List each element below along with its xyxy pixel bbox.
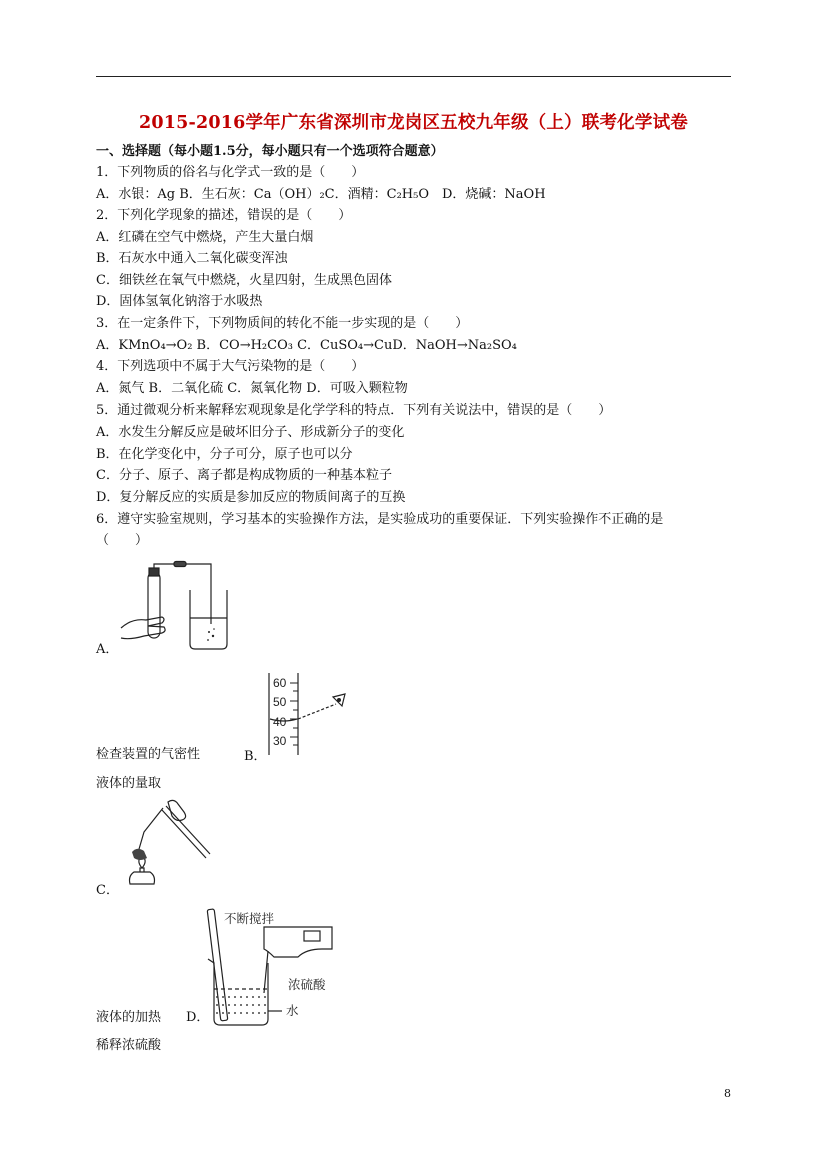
header-rule bbox=[96, 76, 731, 77]
option-b-caption: 液体的量取 bbox=[96, 776, 162, 791]
figure-b-cylinder-image bbox=[262, 671, 352, 757]
q2-stem: 2．下列化学现象的描述，错误的是（ ） bbox=[96, 208, 352, 223]
option-c-caption: 液体的加热 bbox=[96, 1010, 162, 1025]
q2-option-c: C．细铁丝在氧气中燃烧，火星四射，生成黑色固体 bbox=[96, 273, 392, 288]
option-c-label: C． bbox=[96, 883, 119, 898]
q6-stem-cont: （ ） bbox=[96, 533, 149, 548]
option-b-label: B． bbox=[244, 749, 267, 764]
q2-option-d: D．固体氢氧化钠溶于水吸热 bbox=[96, 294, 263, 309]
q6-stem: 6．遵守实验室规则，学习基本的实验操作方法，是实验成功的重要保证．下列实验操作不正确的是 bbox=[96, 512, 664, 527]
figure-c-heating-image bbox=[118, 796, 218, 894]
figure-d-dilution-image bbox=[202, 905, 352, 1028]
cylinder-tick-40: 40 bbox=[273, 715, 287, 729]
cylinder-tick-30: 30 bbox=[273, 734, 287, 748]
q2-option-a: A．红磷在空气中燃烧，产生大量白烟 bbox=[96, 230, 314, 245]
q3-options: A．KMnO₄→O₂ B．CO→H₂CO₃ C．CuSO₄→CuD．NaOH→Na₂SO₄ bbox=[96, 338, 517, 353]
q4-options: A．氮气 B．二氧化硫 C．氮氧化物 D．可吸入颗粒物 bbox=[96, 381, 408, 396]
q5-stem: 5．通过微观分析来解释宏观现象是化学学科的特点．下列有关说法中，错误的是（ ） bbox=[96, 403, 612, 418]
figure-a-airtightness-image bbox=[118, 560, 230, 652]
cylinder-tick-50: 50 bbox=[273, 695, 287, 709]
section-heading: 一、选择题（每小题1.5分，每小题只有一个选项符合题意） bbox=[96, 144, 444, 159]
q5-option-c: C．分子、原子、离子都是构成物质的一种基本粒子 bbox=[96, 468, 392, 483]
option-a-caption: 检查装置的气密性 bbox=[96, 747, 201, 762]
q5-option-b: B．在化学变化中，分子可分，原子也可以分 bbox=[96, 447, 353, 462]
q5-option-d: D．复分解反应的实质是参加反应的物质间离子的互换 bbox=[96, 490, 406, 505]
dilution-acid-label: 浓硫酸 bbox=[288, 978, 326, 992]
q2-option-b: B．石灰水中通入二氧化碳变浑浊 bbox=[96, 251, 288, 266]
q4-stem: 4．下列选项中不属于大气污染物的是（ ） bbox=[96, 359, 365, 374]
option-a-label: A． bbox=[96, 642, 119, 657]
cylinder-tick-60: 60 bbox=[273, 676, 287, 690]
q1-stem: 1．下列物质的俗名与化学式一致的是（ ） bbox=[96, 165, 365, 180]
q3-stem: 3．在一定条件下，下列物质间的转化不能一步实现的是（ ） bbox=[96, 316, 469, 331]
dilution-water-label: 水 bbox=[286, 1004, 299, 1018]
q5-option-a: A．水发生分解反应是破坏旧分子、形成新分子的变化 bbox=[96, 425, 405, 440]
option-d-caption: 稀释浓硫酸 bbox=[96, 1038, 162, 1053]
dilution-stir-label: 不断搅拌 bbox=[224, 912, 275, 926]
q1-options: A．水银：Ag B．生石灰：Ca（OH）₂C．酒精：C₂H₅O D．烧碱：NaOH bbox=[96, 187, 546, 202]
page-title: 2015-2016学年广东省深圳市龙岗区五校九年级（上）联考化学试卷 bbox=[139, 113, 688, 133]
option-d-label: D． bbox=[186, 1010, 210, 1025]
page-number: 8 bbox=[724, 1087, 731, 1100]
